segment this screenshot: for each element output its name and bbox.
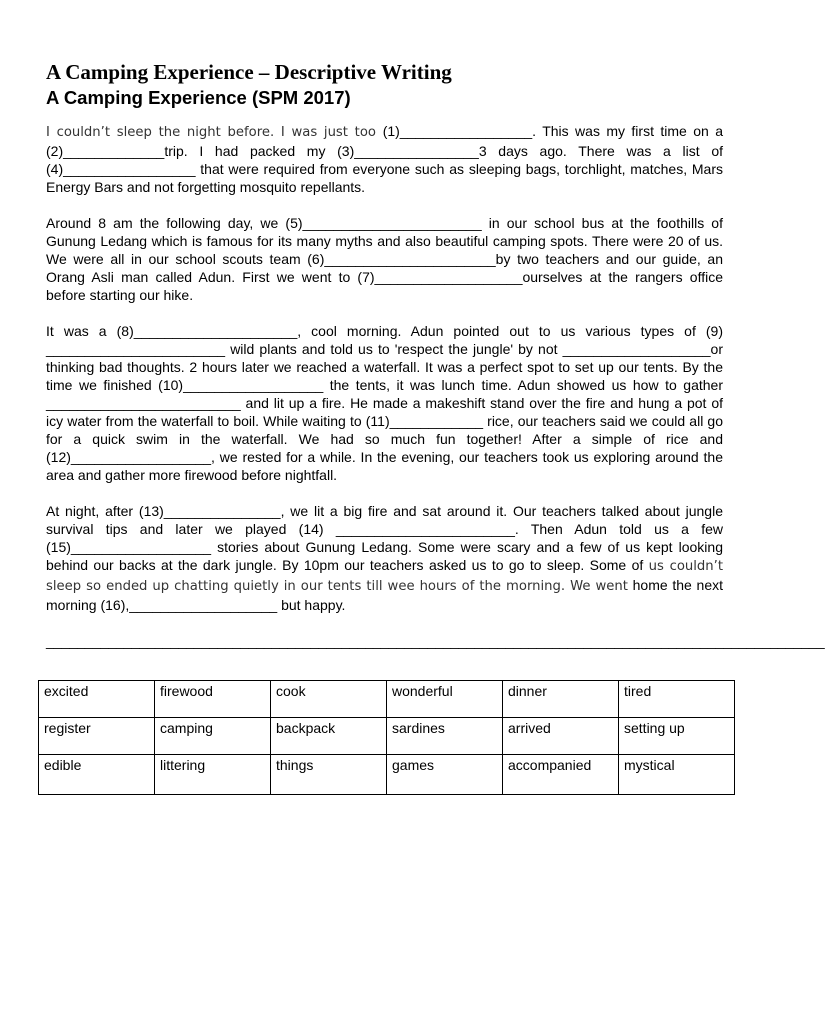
word-cell: games	[387, 755, 503, 795]
divider-line: ____________________________________________________________________________________________________	[46, 633, 825, 649]
word-bank-table	[38, 680, 735, 795]
paragraph-4	[46, 502, 723, 614]
word-cell: littering	[155, 755, 271, 795]
word-cell: sardines	[387, 718, 503, 755]
word-cell: camping	[155, 718, 271, 755]
word-cell: accompanied	[503, 755, 619, 795]
table-row	[39, 681, 735, 718]
paragraph-segment: At night, after (13)_______________, we lit a big fire and sat around it. Our teachers talked about jungle survival tips and later we played (14) _______________________. Then Adun told us a few (15)__________________ stories about Gunung Ledang. Some were scary and a few of us kept looking behind our backs at the dark jungle. By 10pm our teachers asked us to go to sleep. Some of	[46, 503, 723, 573]
table-row	[39, 755, 735, 795]
paragraph-segment: Around 8 am the following day, we (5)_______________________ in our school bus at the foothills of Gunung Ledang which is famous for its many myths and also beautiful camping spots. There were 20 of us. We were all in our school scouts team (6)______________________by two teachers and our guide, an Orang Asli man called Adun. First we went to (7)___________________ourselves at the rangers office before starting our hike.	[46, 215, 723, 303]
paragraph-1	[46, 122, 723, 196]
word-cell: dinner	[503, 681, 619, 718]
page-subtitle: A Camping Experience (SPM 2017)	[46, 87, 351, 108]
word-cell: excited	[39, 681, 155, 718]
word-cell: things	[271, 755, 387, 795]
word-cell: register	[39, 718, 155, 755]
paragraph-segment: (1)_________________. This was my first time on a (2)_____________trip. I had packed my (3)________________3 days ago. There was a list of (4)_________________ that were required from everyone such as sleeping bags, torchlight, matches, Mars Energy Bars and not forgetting mosquito repellants.	[46, 123, 723, 195]
word-cell: mystical	[619, 755, 735, 795]
paragraph-2	[46, 214, 723, 304]
word-cell: edible	[39, 755, 155, 795]
word-cell: wonderful	[387, 681, 503, 718]
paragraph-segment: home the next morning (16),___________________ but happy.	[46, 577, 723, 613]
word-cell: setting up	[619, 718, 735, 755]
word-cell: backpack	[271, 718, 387, 755]
paragraph-3	[46, 322, 723, 484]
table-row	[39, 718, 735, 755]
worksheet	[46, 58, 825, 650]
word-cell: cook	[271, 681, 387, 718]
word-cell: arrived	[503, 718, 619, 755]
word-cell: firewood	[155, 681, 271, 718]
paragraph-segment: us couldn’t sleep so ended up chatting quietly in our tents till wee hours of the morning. We went	[46, 559, 723, 594]
paragraph-segment: I couldn’t sleep the night before. I was just too	[46, 125, 383, 140]
page-title: A Camping Experience – Descriptive Writing	[46, 60, 452, 84]
word-cell: tired	[619, 681, 735, 718]
paragraph-segment: It was a (8)_____________________, cool morning. Adun pointed out to us various types of (9) _______________________ wild plants and told us to 'respect the jungle' by not ___________________or thinking bad thoughts. 2 hours later we reached a waterfall. It was a perfect spot to set up our tents. By the time we finished (10)__________________ the tents, it was lunch time. Adun showed us how to gather _________________________ and lit up a fire. He made a makeshift stand over the fire and hung a pot of icy water from the waterfall to boil. While waiting to (11)____________ rice, our teachers said we could all go for a quick swim in the waterfall. We had so much fun together! After a simple of rice and (12)__________________, we rested for a while. In the evening, our teachers took us exploring around the area and gather more firewood before nightfall.	[46, 323, 723, 483]
